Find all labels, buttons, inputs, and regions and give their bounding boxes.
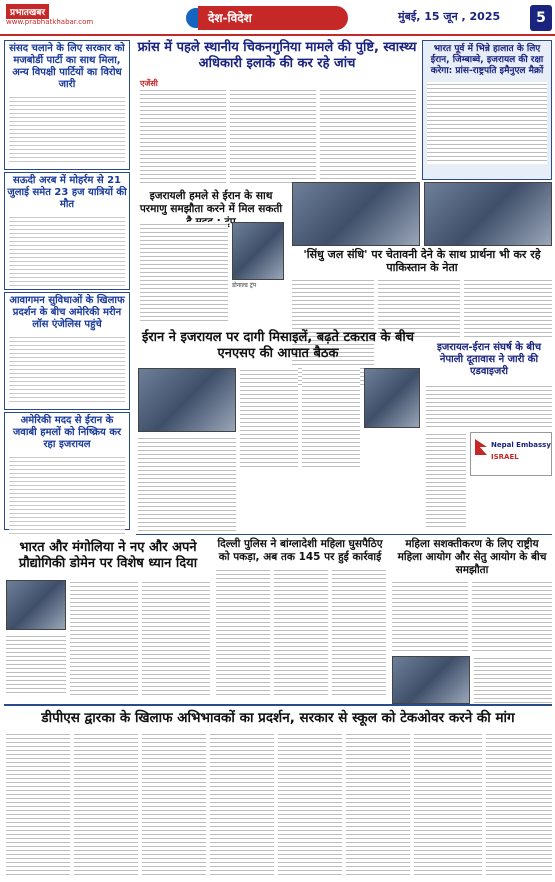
trump-photo bbox=[232, 222, 284, 280]
issue-date: मुंबई, 15 जून , 2025 bbox=[398, 10, 501, 23]
newspaper-logo: प्रभातखबर bbox=[6, 4, 49, 19]
page-header bbox=[0, 0, 555, 36]
bottom-body-col1 bbox=[6, 732, 70, 876]
sindhu-headline: 'सिंधु जल संधि' पर चेतावनी देने के साथ प्रार्थना भी कर रहे पाकिस्तान के नेता bbox=[303, 248, 541, 274]
iran-body-col2 bbox=[302, 368, 360, 470]
bottom-divider bbox=[4, 704, 552, 706]
bottom-body-col5 bbox=[278, 732, 342, 876]
india-mongolia-photo bbox=[6, 580, 66, 630]
iran-photo bbox=[138, 368, 236, 432]
left-story-2 bbox=[4, 172, 130, 290]
left-story-1-body bbox=[9, 95, 125, 163]
bottom-body-col4 bbox=[210, 732, 274, 876]
lead-body-col1 bbox=[140, 88, 226, 184]
india-mongolia-headline: भारत और मंगोलिया ने नए और अपने प्रौद्योगिकी डोमेन पर विशेष ध्यान दिया bbox=[18, 540, 198, 571]
nepal-headline: इजरायल-ईरान संघर्ष के बीच नेपाली दूतावास ने जारी की एडवाइजरी bbox=[436, 342, 542, 377]
delhi-headline: दिल्ली पुलिस ने बांग्लादेशी महिला घुसपैठिए को पकड़ा, अब तक 145 पर हुई कार्रवाई bbox=[217, 538, 383, 563]
trump-body bbox=[140, 222, 228, 322]
iran-headline: ईरान ने इजरायल पर दागी मिसाइलें, बढ़ते टकराव के बीच एनएसए की आपात बैठक bbox=[141, 330, 414, 361]
right-top-body bbox=[427, 82, 547, 164]
left-story-3-body bbox=[9, 335, 125, 405]
sindhu-body-col3 bbox=[464, 278, 552, 338]
trump-caption: डोनाल्ड ट्रंप bbox=[232, 282, 257, 289]
left-story-3 bbox=[4, 292, 130, 410]
left-story-4 bbox=[4, 412, 130, 530]
bottom-body-col2 bbox=[74, 732, 138, 876]
women-body-col2 bbox=[472, 580, 552, 652]
iran-photo-2 bbox=[364, 368, 420, 428]
right-top-box bbox=[422, 40, 552, 180]
sindhu-photo-2 bbox=[424, 182, 552, 246]
left-story-1 bbox=[4, 40, 130, 170]
lead-dateline: एजेंसी bbox=[140, 79, 158, 88]
nepal-body-2 bbox=[426, 432, 466, 530]
iran-body-col3 bbox=[138, 436, 236, 532]
left-story-3-headline: आवागमन सुविधाओं के खिलाफ प्रदर्शन के बीच अमेरिकी मरीन लॉस एंजेलिस पहुंचे bbox=[9, 295, 125, 330]
left-story-2-headline: सऊदी अरब में मोहर्रम से 21 जुलाई समेत 23 हज यात्रियों की मौत bbox=[7, 175, 127, 210]
page-number: 5 bbox=[530, 5, 552, 31]
right-top-headline: भारत पूर्व में भिन्ने हालात के लिए ईरान, जिम्बाब्वे, इजरायल की रक्षा करेगा: प्रांस-राष्ट्रपति इमैनुएल मैक्रों bbox=[430, 44, 544, 76]
nepal-logo-line2: ISRAEL bbox=[491, 453, 519, 461]
bottom-body-col3 bbox=[142, 732, 206, 876]
delhi-body-col2 bbox=[274, 568, 328, 696]
bottom-body-col8 bbox=[486, 732, 552, 876]
divider bbox=[136, 534, 552, 535]
bottom-headline: डीपीएस द्वारका के खिलाफ अभिभावकों का प्रदर्शन, सरकार से स्कूल को टेकओवर करने की मांग bbox=[41, 710, 515, 726]
nepal-logo-line1: Nepal Embassy bbox=[491, 441, 551, 449]
india-mongolia-body-col1 bbox=[6, 634, 66, 696]
trump-headline: इजरायली हमले से ईरान के साथ परमाणु समझौता करने में मिल सकती ट्रंप bbox=[139, 190, 283, 228]
bottom-body-col7 bbox=[414, 732, 482, 876]
india-mongolia-body-col2 bbox=[70, 580, 138, 696]
section-title: देश-विदेश bbox=[198, 6, 348, 30]
women-body-col1 bbox=[392, 580, 468, 652]
nepal-body bbox=[426, 384, 552, 428]
left-story-1-headline: संसद चलाने के लिए सरकार को मजबोर्डी पार्टी का साथ मिला, अन्य विपक्षी पार्टियों का विरोध जारी bbox=[9, 43, 125, 90]
sindhu-photo bbox=[292, 182, 420, 246]
website-url: www.prabhatkhabar.com bbox=[6, 18, 94, 26]
women-photo bbox=[392, 656, 470, 704]
left-story-4-body bbox=[9, 455, 125, 535]
bottom-body-col6 bbox=[346, 732, 410, 876]
lead-body-col3 bbox=[320, 88, 416, 184]
nepal-embassy-logo bbox=[470, 432, 552, 476]
india-mongolia-body-col3 bbox=[142, 580, 210, 696]
lead-body-col2 bbox=[230, 88, 316, 184]
nepal-flag-icon bbox=[475, 439, 487, 455]
women-body-col3 bbox=[474, 656, 552, 704]
left-story-2-body bbox=[9, 215, 125, 287]
women-headline: महिला सशक्तीकरण के लिए राष्ट्रीय महिला आयोग और सेतु आयोग के बीच समझौता bbox=[397, 538, 547, 576]
iran-body-col1 bbox=[240, 368, 298, 470]
lead-headline: फ्रांस में पहले स्थानीय चिकनगुनिया मामले की पुष्टि, स्वास्थ्य अधिकारी इलाके की कर रहे जांच bbox=[137, 40, 417, 71]
delhi-body-col3 bbox=[332, 568, 386, 696]
left-story-4-headline: अमेरिकी मदद से ईरान के जवाबी हमलों को निष्क्रिय कर रहा इजरायल bbox=[12, 415, 122, 450]
sindhu-body-col2 bbox=[378, 278, 460, 338]
delhi-body-col1 bbox=[216, 568, 270, 696]
